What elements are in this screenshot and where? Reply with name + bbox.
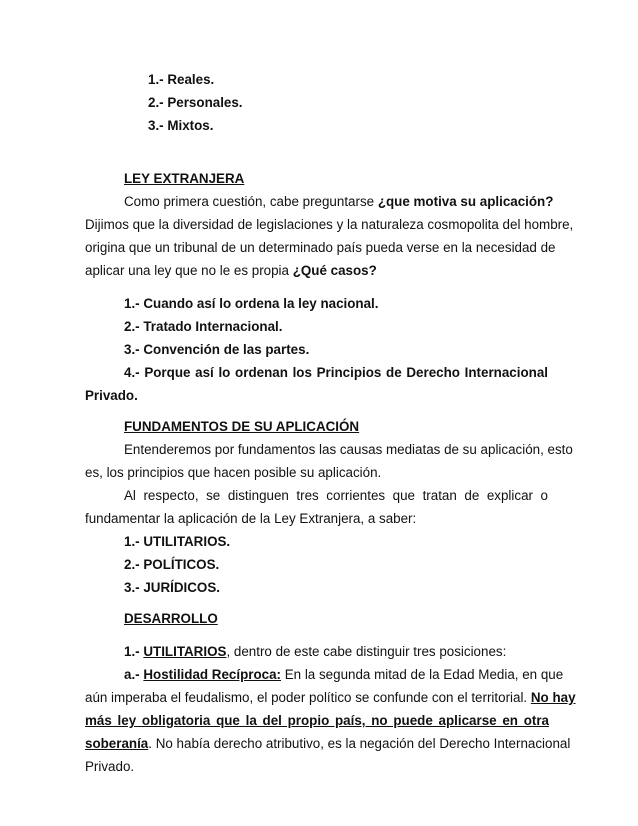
text-run: aún imperaba el feudalismo, el poder político se confunde con el territorial. [85, 690, 531, 705]
question-text: ¿que motiva su aplicación? [377, 194, 554, 209]
emphasis-text: No hay [530, 690, 576, 705]
list-prefix: a.- [124, 667, 144, 682]
paragraph-line: Privado. [85, 759, 135, 774]
paragraph-line [85, 689, 576, 707]
paragraph-line: fundamentar la aplicación de la Ley Extranjera, a saber: [85, 511, 417, 526]
paragraph-line [85, 262, 549, 280]
intro-list-item: 2.- Personales. [148, 95, 243, 110]
case-list-item: 3.- Convención de las partes. [124, 342, 310, 357]
fundamentos-list-item: 3.- JURÍDICOS. [124, 580, 220, 595]
text-run: , dentro de este cabe distinguir tres posiciones: [226, 644, 507, 659]
question-text: ¿Qué casos? [292, 263, 377, 278]
text-run: En la segunda mitad de la Edad Media, en que [281, 667, 564, 682]
fundamentos-list-item: 1.- UTILITARIOS. [124, 534, 231, 549]
text-run: aplicar una ley que no le es propia [85, 263, 293, 278]
paragraph-line: es, los principios que hacen posible su aplicación. [85, 465, 382, 480]
list-prefix: 1.- [124, 644, 144, 659]
section-heading-fundamentos: FUNDAMENTOS DE SU APLICACIÓN [124, 419, 360, 434]
fundamentos-list-item: 2.- POLÍTICOS. [124, 557, 220, 572]
paragraph-line: Dijimos que la diversidad de legislaciones y la naturaleza cosmopolita del hombre, [85, 217, 574, 232]
case-list-item-continuation: Privado. [85, 388, 138, 403]
paragraph-line: Al respecto, se distinguen tres corrientes que tratan de explicar o [124, 488, 548, 503]
section-heading-desarrollo: DESARROLLO [124, 611, 218, 626]
paragraph-line: origina que un tribunal de un determinado país pueda verse en la necesidad de [85, 240, 556, 255]
paragraph-line [85, 735, 571, 753]
text-run: . No había derecho atributivo, es la negación del Derecho Internacional [148, 736, 571, 751]
subsection-title: Hostilidad Recíproca: [143, 667, 282, 682]
paragraph-line [124, 643, 548, 661]
text-run: Como primera cuestión, cabe preguntarse [124, 194, 378, 209]
paragraph-line: Entenderemos por fundamentos las causas mediatas de su aplicación, esto [124, 442, 573, 457]
paragraph-line [124, 666, 564, 684]
paragraph-line: más ley obligatoria que la del propio país, no puede aplicarse en otra [85, 713, 549, 728]
paragraph-line [124, 193, 554, 211]
case-list-item: 2.- Tratado Internacional. [124, 319, 283, 334]
case-list-item: 1.- Cuando así lo ordena la ley nacional. [124, 296, 379, 311]
emphasis-text: soberanía [85, 736, 149, 751]
intro-list-item: 1.- Reales. [148, 72, 215, 87]
section-heading-ley-extranjera: LEY EXTRANJERA [124, 171, 245, 186]
subsection-title: UTILITARIOS [143, 644, 227, 659]
intro-list-item: 3.- Mixtos. [148, 118, 214, 133]
case-list-item: 4.- Porque así lo ordenan los Principios de Derecho Internacional [124, 365, 548, 380]
